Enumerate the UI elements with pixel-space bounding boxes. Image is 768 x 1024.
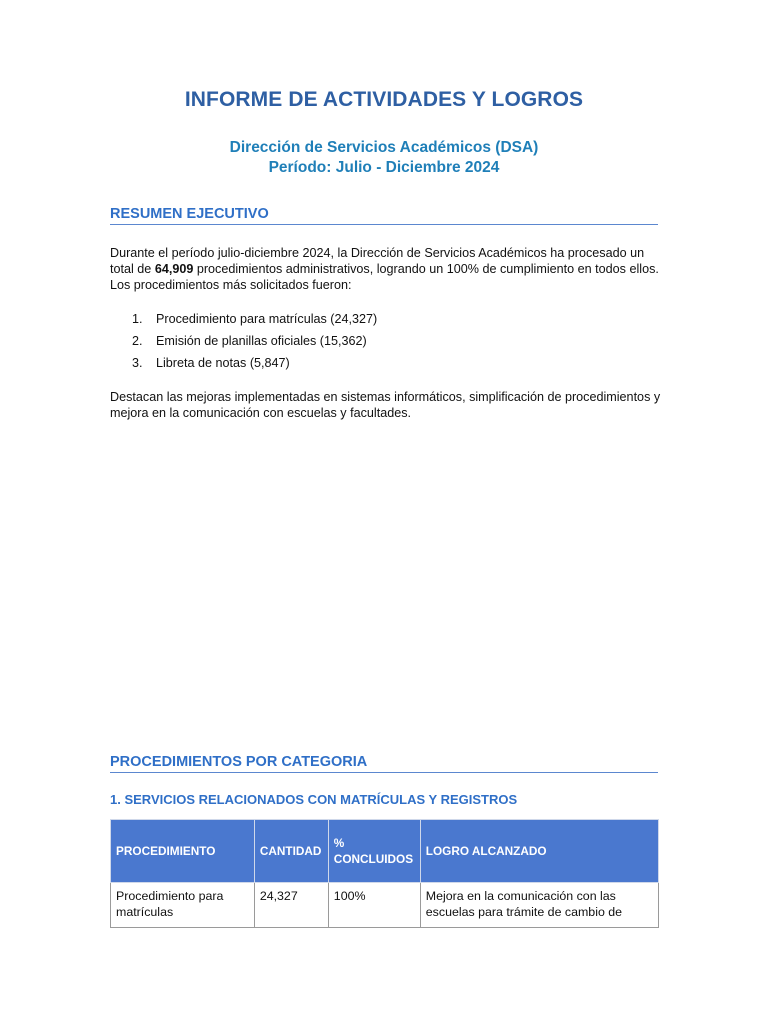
document-title: INFORME DE ACTIVIDADES Y LOGROS xyxy=(184,88,584,111)
document-subtitle-period: Período: Julio - Diciembre 2024 xyxy=(268,159,500,176)
top-procedures-list xyxy=(132,311,377,377)
column-header-procedimiento: PROCEDIMIENTO xyxy=(111,820,255,883)
procedures-table xyxy=(110,819,659,928)
list-item-number: 1. xyxy=(132,312,143,326)
list-item xyxy=(132,311,377,333)
intro-text-end: procedimientos administrativos, logrando un 100% de cumplimiento en todos ellos. Los procedimientos más solicitados fueron: xyxy=(110,262,659,292)
resumen-paragraph-improvements: Destacan las mejoras implementadas en sistemas informáticos, simplificación de procedimientos y mejora en la comunicación con escuelas y facultades. xyxy=(110,390,661,420)
cell-cantidad: 24,327 xyxy=(254,883,328,928)
subsection-heading-matriculas: 1. SERVICIOS RELACIONADOS CON MATRÍCULAS Y REGISTROS xyxy=(110,792,518,807)
list-item xyxy=(132,355,377,377)
resumen-paragraph-intro xyxy=(110,245,670,293)
list-item-text: Libreta de notas (5,847) xyxy=(156,356,290,370)
list-item xyxy=(132,333,377,355)
column-header-cantidad: CANTIDAD xyxy=(254,820,328,883)
section-heading-procedimientos: PROCEDIMIENTOS POR CATEGORIA xyxy=(110,754,658,773)
column-header-concluidos: % CONCLUIDOS xyxy=(328,820,420,883)
table-row xyxy=(111,883,659,928)
document-subtitle-department: Dirección de Servicios Académicos (DSA) xyxy=(229,139,539,156)
intro-text-start: Durante el período julio-diciembre 2024, la Dirección de Servicios Académicos ha procesado un total de xyxy=(110,246,645,276)
cell-logro: Mejora en la comunicación con las escuelas para trámite de cambio de xyxy=(420,883,658,928)
column-header-logro: LOGRO ALCANZADO xyxy=(420,820,658,883)
section-heading-resumen: RESUMEN EJECUTIVO xyxy=(110,206,658,225)
list-item-number: 3. xyxy=(132,356,143,370)
list-item-text: Emisión de planillas oficiales (15,362) xyxy=(156,334,367,348)
cell-concluidos: 100% xyxy=(328,883,420,928)
cell-procedimiento: Procedimiento para matrículas xyxy=(111,883,255,928)
table-header-row xyxy=(111,820,659,883)
list-item-number: 2. xyxy=(132,334,143,348)
total-procedures-value: 64,909 xyxy=(154,262,194,276)
list-item-text: Procedimiento para matrículas (24,327) xyxy=(156,312,378,326)
